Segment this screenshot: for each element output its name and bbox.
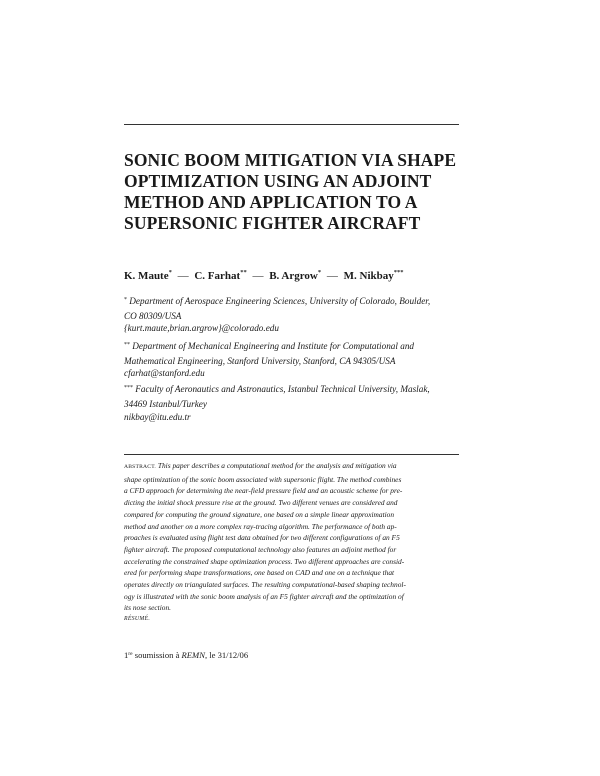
author-separator: — xyxy=(252,270,264,282)
affiliation-text: Department of Mechanical Engineering and Institute for Computational and xyxy=(132,341,415,351)
submission-ordinal: 1 xyxy=(124,650,129,660)
author-separator: — xyxy=(326,270,338,282)
author-mark: *** xyxy=(393,269,404,276)
affiliation-line xyxy=(124,338,460,354)
author-mark: * xyxy=(317,269,322,276)
abstract-line: method and another on a more complex ray-tracing algorithm. The performance of both ap- xyxy=(124,521,397,531)
abstract-line: proaches is evaluated using flight test data obtained for two different configurations of an F5 xyxy=(124,533,400,543)
affiliation xyxy=(124,293,460,323)
abstract-line: ogy is illustrated with the sonic boom analysis of an F5 fighter aircraft and the optimization of xyxy=(124,591,404,601)
affiliation-email: nikbay@itu.edu.tr xyxy=(124,412,191,422)
resume-label: RÉSUMÉ. xyxy=(124,616,151,622)
submission-journal: REMN xyxy=(181,650,205,660)
affiliation-line: Mathematical Engineering, Stanford University, Stanford, CA 94305/USA xyxy=(124,355,396,366)
affiliation-text: Faculty of Aeronautics and Astronautics, Istanbul Technical University, Maslak, xyxy=(135,384,430,394)
abstract-line: shape optimization of the sonic boom associated with supersonic flight. The method combines xyxy=(124,474,402,484)
author-mark: * xyxy=(168,269,172,276)
abstract-line: accelerating the constrained shape optimization process. Two different approaches are consid- xyxy=(124,556,405,566)
affiliation-mark: *** xyxy=(124,385,133,391)
abstract-text: This paper describes a computational method for the analysis and mitigation via xyxy=(157,461,397,470)
submission-date: , le 31/12/06 xyxy=(204,650,249,660)
title-line: OPTIMIZATION USING AN ADJOINT xyxy=(124,171,432,191)
author-name: K. Maute xyxy=(124,270,169,282)
top-rule xyxy=(124,124,459,125)
abstract-line: its nose section. xyxy=(124,603,172,613)
abstract-line: fighter aircraft. The proposed computational technology also features an adjoint method for xyxy=(124,544,397,554)
abstract-line: ered for performing shape transformations, one based on CAD and one on a technique that xyxy=(124,568,395,578)
affiliation-line xyxy=(124,381,460,397)
title-line: SONIC BOOM MITIGATION VIA SHAPE xyxy=(124,150,457,170)
affiliation-line: CO 80309/USA xyxy=(124,310,182,321)
submission-note xyxy=(124,650,248,660)
abstract-line: a CFD approach for determining the near-field pressure field and an acoustic scheme for pre- xyxy=(124,486,403,496)
title-line: SUPERSONIC FIGHTER AIRCRAFT xyxy=(124,213,421,233)
author-name: B. Argrow xyxy=(269,270,318,282)
paper-title xyxy=(124,150,469,234)
affiliation xyxy=(124,338,460,368)
title-line: METHOD AND APPLICATION TO A xyxy=(124,192,418,212)
abstract-line: dicting the initial shock pressure rise at the ground. Two different venues are considered and xyxy=(124,498,398,508)
author-separator: — xyxy=(177,270,189,282)
affiliation xyxy=(124,381,460,411)
section-rule xyxy=(124,454,459,455)
abstract-line: compared for computing the ground signature, one based on a simple linear approximation xyxy=(124,509,395,519)
abstract-line: operates directly on triangulated surfaces. The resulting computational-based shaping technol- xyxy=(124,580,406,590)
affiliation-text: Department of Aerospace Engineering Sciences, University of Colorado, Boulder, xyxy=(129,296,431,306)
author-list xyxy=(124,269,464,282)
author-name: C. Farhat xyxy=(194,270,241,282)
abstract xyxy=(124,460,460,614)
author-mark: ** xyxy=(240,269,247,276)
affiliation-mark: ** xyxy=(124,342,130,348)
affiliation-line: 34469 Istanbul/Turkey xyxy=(124,398,207,409)
submission-ordinal-sup: re xyxy=(128,651,133,657)
affiliation-mark: * xyxy=(124,297,127,303)
affiliation-email: cfarhat@stanford.edu xyxy=(124,368,205,378)
affiliation-line xyxy=(124,293,460,309)
submission-prefix: soumission à xyxy=(134,650,180,660)
abstract-line xyxy=(124,460,460,474)
abstract-label: ABSTRACT. xyxy=(124,464,156,470)
affiliation-email: {kurt.maute,brian.argrow}@colorado.edu xyxy=(124,323,279,333)
author-name: M. Nikbay xyxy=(343,270,394,282)
